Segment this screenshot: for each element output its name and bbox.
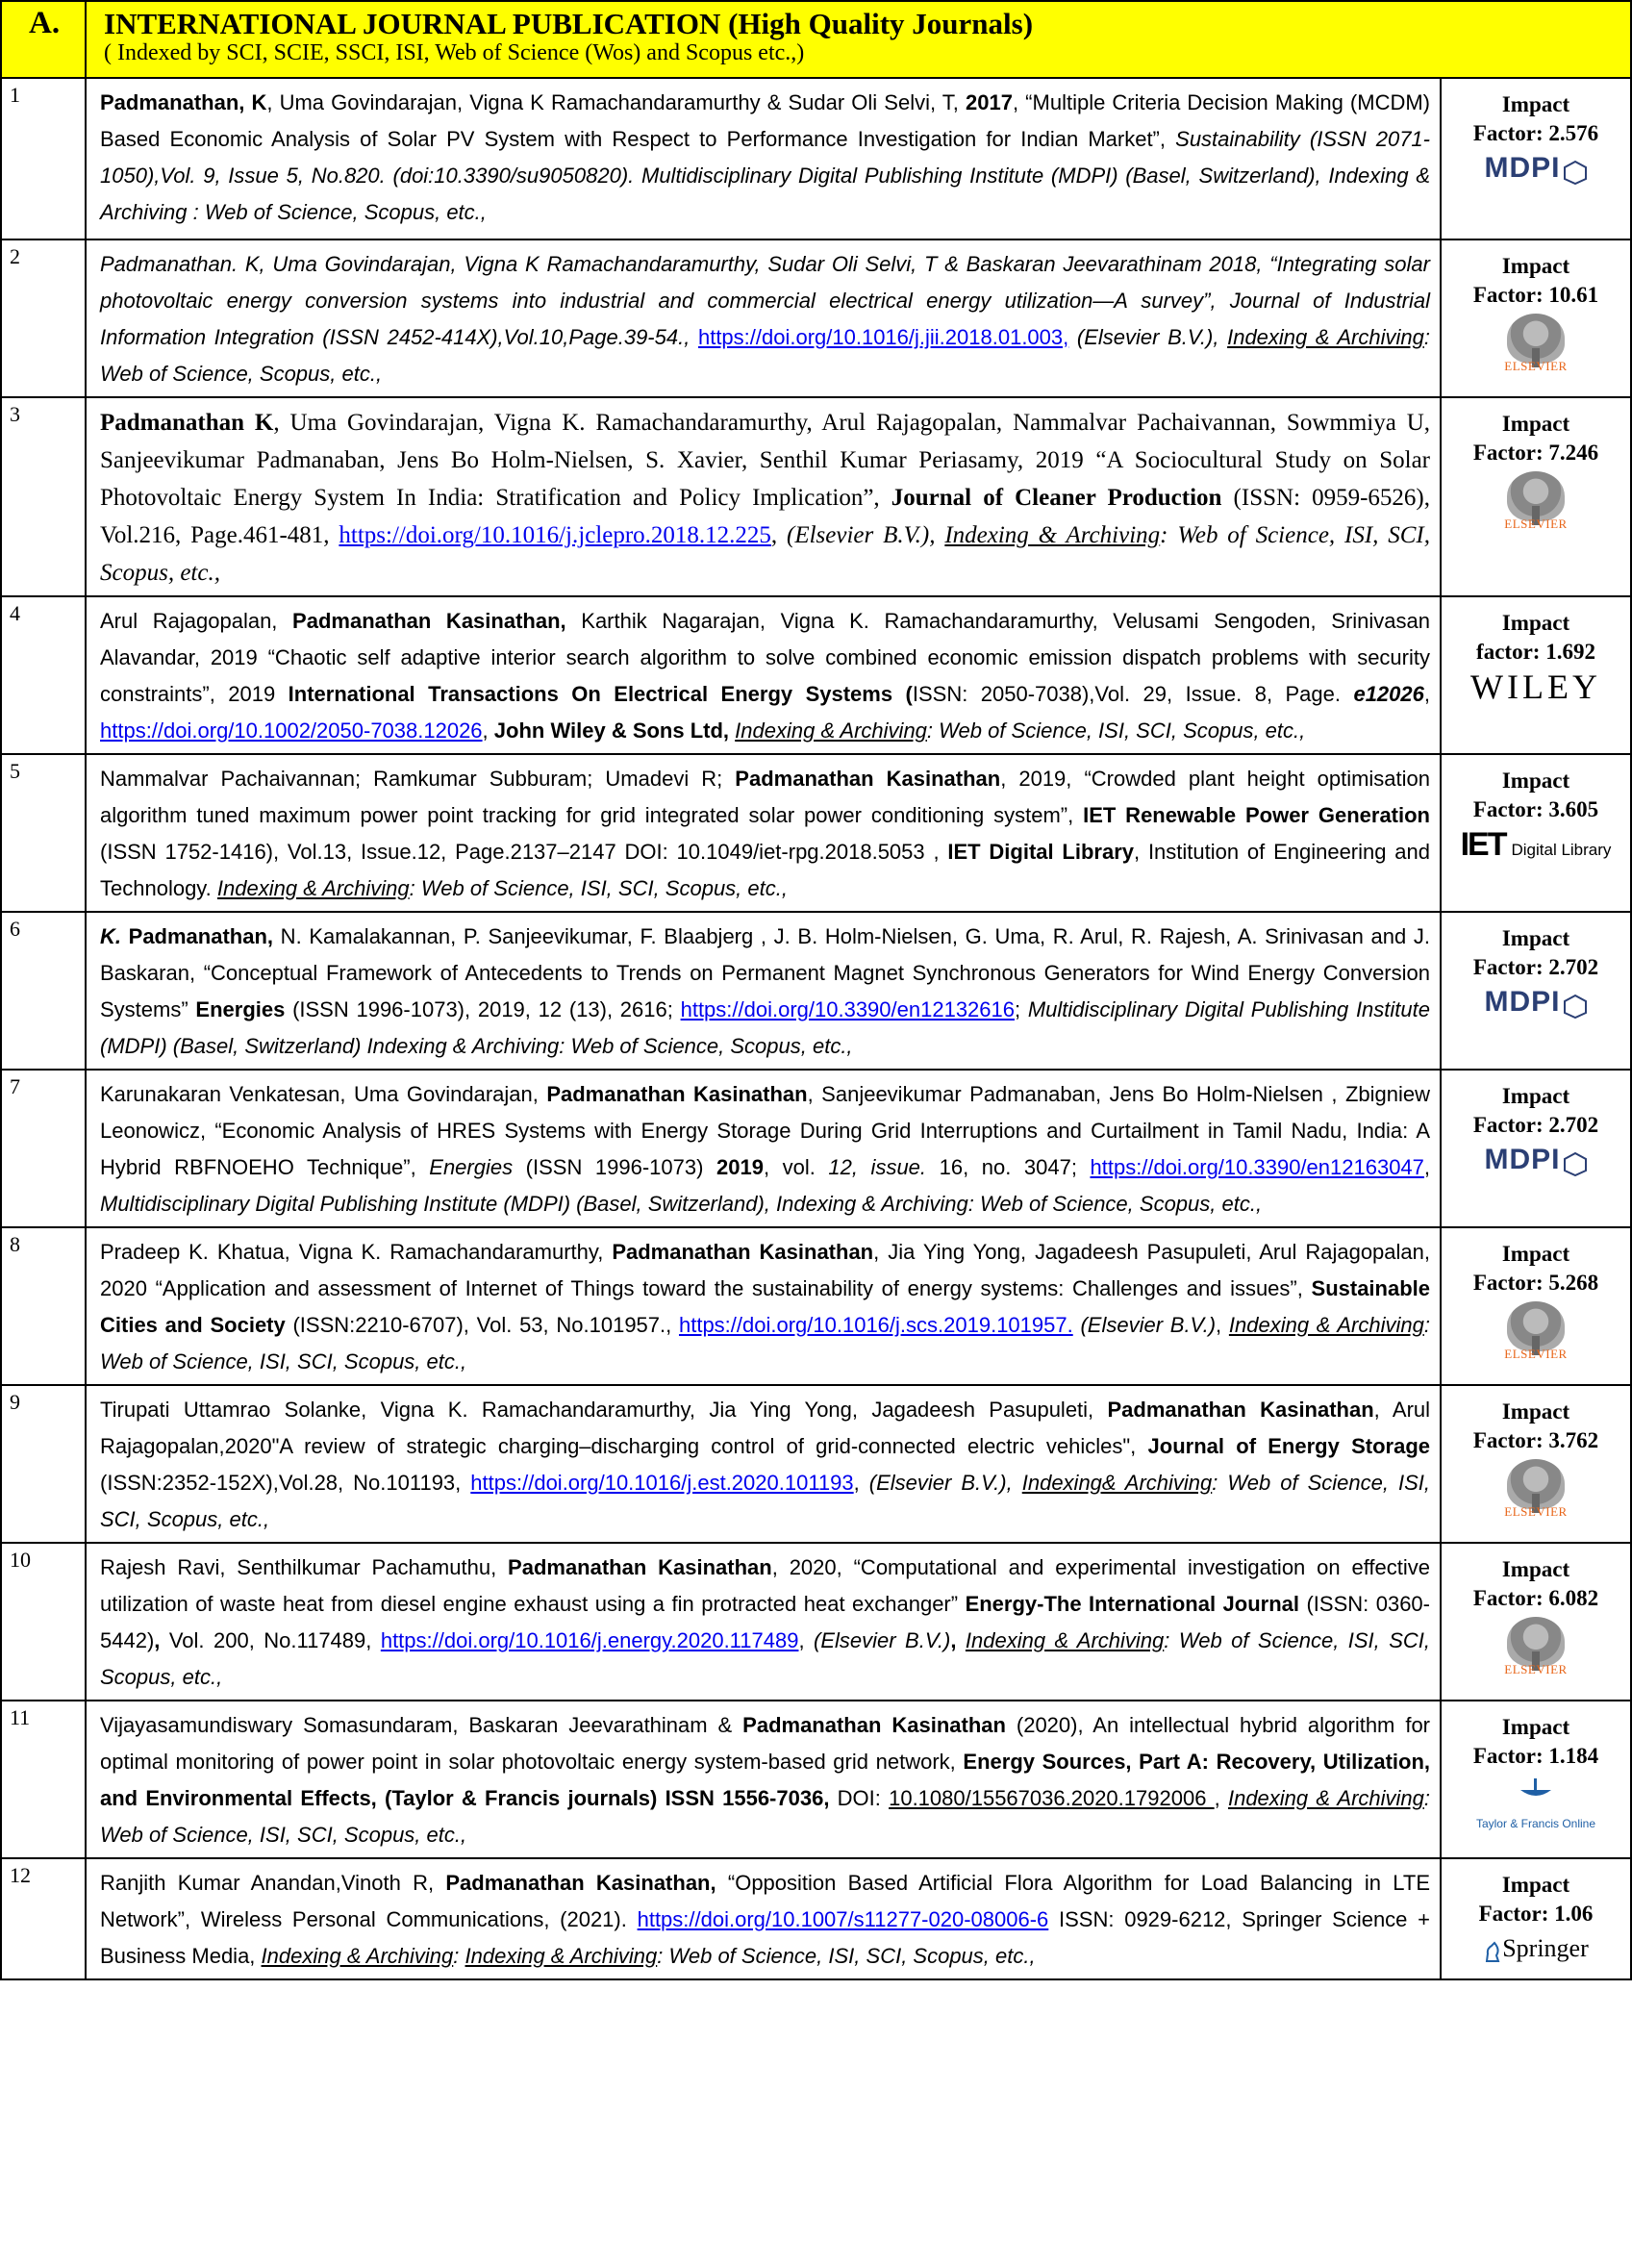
row-number: 9	[1, 1385, 86, 1543]
citation-segment: (ISSN: 0959-6526), Vol.216, Page.461-481,	[100, 485, 1431, 548]
citation-segment: , Uma Govindarajan, Vigna K. Ramachandaramurthy, Arul Rajagopalan, Nammalvar Pachaivannan, Sowmmiya U, Sanjeevikumar Padmanaban, Jens Bo Holm-Nielsen, S. Xavier, Senthil Kumar Periasamy, 2019 “A Sociocultural Study on Solar Photovoltaic Energy System In India: Stratification and Policy Implication”,	[100, 410, 1430, 511]
chess-knight-icon	[1483, 1940, 1502, 1963]
citation-segment: Padmanathan Kasinathan	[508, 1555, 772, 1579]
row-number: 6	[1, 912, 86, 1070]
impact-factor-cell	[1441, 1543, 1631, 1701]
citation-text	[86, 78, 1441, 239]
citation-segment: K.	[100, 924, 121, 948]
mdpi-logo	[1442, 1146, 1630, 1176]
iet-digital-library-logo	[1442, 826, 1630, 865]
impact-label: Impact	[1501, 769, 1570, 793]
elsevier-wordmark: ELSEVIER	[1504, 359, 1568, 373]
citation-segment: ISSN: 2050-7038),Vol. 29, Issue. 8, Page.	[912, 682, 1354, 706]
citation-segment: ,	[950, 1628, 957, 1652]
doi-link[interactable]: https://doi.org/10.1002/2050-7038.12026	[100, 718, 483, 743]
citation-segment: : Web of Science, ISI, SCI, Scopus, etc.,	[100, 1313, 1430, 1373]
citation-segment: , vol.	[763, 1155, 829, 1179]
publication-row	[1, 1858, 1631, 1979]
impact-factor-value: Factor: 1.184	[1472, 1744, 1599, 1768]
citation-segment: Sustainability (ISSN 2071-1050),Vol. 9, Issue 5, No.820. (doi:10.3390/su9050820). Multidisciplinary Digital Publishing Institute (MDPI) (Basel, Switzerland), Indexing & Archiving : Web of Science, Scopus, etc.,	[100, 127, 1430, 224]
citation-segment: ,	[1423, 1155, 1431, 1179]
elsevier-wordmark: ELSEVIER	[1504, 1504, 1568, 1519]
iet-mark: IET	[1460, 826, 1506, 863]
citation-segment: Multidisciplinary Digital Publishing Institute (MDPI) (Basel, Switzerland) Indexing & Archiving: Web of Science, Scopus, etc.,	[100, 997, 1430, 1058]
section-title-cell	[86, 1, 1631, 78]
impact-label: Impact	[1501, 1242, 1570, 1266]
impact-factor-cell	[1441, 78, 1631, 239]
doi-link[interactable]: https://doi.org/10.1016/j.est.2020.101193	[470, 1471, 854, 1495]
citation-segment: Padmanathan Kasinathan	[735, 767, 1001, 791]
citation-segment: : Web of Science, ISI, SCI, Scopus, etc.,	[100, 1628, 1430, 1689]
citation-segment: ;	[1015, 997, 1028, 1021]
citation-segment: , Sanjeevikumar Padmanaban, Jens Bo Holm-Nielsen , Zbigniew Leonowicz, “Economic Analysis of HRES Systems with Energy Storage During Grid Interruptions and Curtailment in Tamil Nadu, India: A Hybrid RBFNOEHO Technique”,	[100, 1082, 1430, 1179]
citation-segment: (ISSN: 0360-5442)	[100, 1592, 1430, 1652]
citation-segment: Vijayasamundiswary Somasundaram, Baskaran Jeevarathinam &	[100, 1713, 743, 1737]
citation-text	[86, 239, 1441, 397]
citation-segment: : Web of Science, ISI, SCI, Scopus, etc.,	[657, 1944, 1036, 1968]
publication-row	[1, 912, 1631, 1070]
doi-link[interactable]: https://doi.org/10.1016/j.jii.2018.01.003,	[697, 325, 1069, 349]
publication-row	[1, 1701, 1631, 1858]
citation-segment: Sustainable Cities and Society	[100, 1276, 1430, 1337]
citation-segment: Energy Sources, Part A: Recovery, Utilization, and Environmental Effects, (Taylor & Francis journals) ISSN 1556-7036,	[100, 1750, 1431, 1810]
impact-label: Impact	[1501, 1399, 1570, 1424]
impact-factor-cell	[1441, 1070, 1631, 1227]
impact-factor-cell	[1441, 596, 1631, 754]
impact-factor-value: Factor: 2.702	[1472, 1113, 1599, 1137]
section-label: A.	[1, 1, 86, 78]
citation-segment: Padmanathan. K, Uma Govindarajan, Vigna K Ramachandaramurthy, Sudar Oli Selvi, T & Baskaran Jeevarathinam 2018, “Integrating solar photovoltaic energy conversion systems into industrial and commercial electrical energy utilization—A survey”, Journal of Industrial Information Integration (ISSN 2452-414X),Vol.10,Page.39-54.,	[100, 252, 1430, 349]
citation-segment: ,	[154, 1628, 161, 1652]
citation-segment: 12, issue.	[828, 1155, 927, 1179]
citation-segment: ,	[798, 1628, 815, 1652]
citation-segment: ,	[853, 1471, 869, 1495]
citation-segment: Journal of Energy Storage	[1147, 1434, 1431, 1458]
citation-segment: Vol. 200, No.117489,	[160, 1628, 381, 1652]
citation-segment: , Arul Rajagopalan,2020"A review of strategic charging–discharging control of grid-connected electric vehicles",	[100, 1398, 1431, 1458]
ship-icon	[1517, 1777, 1555, 1802]
row-number: 7	[1, 1070, 86, 1227]
citation-segment: John Wiley & Sons Ltd,	[493, 718, 730, 743]
mdpi-logo	[1442, 988, 1630, 1019]
citation-segment: 10.1080/15567036.2020.1792006	[889, 1786, 1215, 1810]
citation-segment: Indexing & Archiving	[735, 718, 927, 743]
citation-text	[86, 754, 1441, 912]
citation-segment: Indexing & Archiving	[965, 1628, 1165, 1652]
citation-segment: (Elsevier B.V.),	[868, 1471, 1022, 1495]
citation-segment: Energies	[195, 997, 286, 1021]
citation-segment: Nammalvar Pachaivannan; Ramkumar Subburam; Umadevi R;	[100, 767, 736, 791]
row-number: 2	[1, 239, 86, 397]
impact-factor-cell	[1441, 1227, 1631, 1385]
mdpi-mark-icon	[1563, 994, 1588, 1019]
citation-segment: (Elsevier B.V.)	[814, 1628, 951, 1652]
row-number: 8	[1, 1227, 86, 1385]
citation-segment: IET Digital Library	[947, 840, 1135, 864]
impact-factor-cell	[1441, 912, 1631, 1070]
iet-wordmark: Digital Library	[1511, 841, 1612, 859]
publication-row	[1, 239, 1631, 397]
taylor-francis-logo	[1442, 1777, 1630, 1838]
wiley-logo	[1442, 668, 1630, 706]
citation-segment: (ISSN 1996-1073), 2019, 12 (13), 2616;	[285, 997, 681, 1021]
citation-segment: Indexing & Archiving	[1228, 1313, 1424, 1337]
elsevier-wordmark: ELSEVIER	[1504, 517, 1568, 531]
citation-segment: 16, no. 3047;	[926, 1155, 1091, 1179]
impact-label: Impact	[1501, 611, 1570, 635]
citation-segment: Indexing & Archiving	[1227, 325, 1424, 349]
mdpi-wordmark: MDPI	[1484, 152, 1561, 184]
citation-text	[86, 1227, 1441, 1385]
impact-factor-value: Factor: 7.246	[1472, 441, 1599, 465]
citation-segment: Journal of Cleaner Production	[891, 485, 1222, 511]
citation-segment	[956, 1628, 965, 1652]
publication-row	[1, 397, 1631, 596]
citation-segment: ,	[482, 718, 494, 743]
impact-factor-cell	[1441, 1385, 1631, 1543]
doi-link[interactable]: https://doi.org/10.3390/en12132616	[680, 997, 1015, 1021]
mdpi-logo	[1442, 154, 1630, 185]
citation-segment: Padmanathan, K	[100, 90, 267, 114]
impact-factor-value: Factor: 10.61	[1472, 283, 1599, 307]
impact-label: Impact	[1501, 412, 1570, 436]
elsevier-wordmark: ELSEVIER	[1504, 1347, 1568, 1361]
springer-logo	[1442, 1934, 1630, 1964]
citation-segment: N. Kamalakannan, P. Sanjeevikumar, F. Blaabjerg , J. B. Holm-Nielsen, G. Uma, R. Arul, R. Rajesh, A. Srinivasan and J. Baskaran, “Conceptual Framework of Antecedents to Trends on Permanent Magnet Synchronous Generators for Wind Energy Conversion Systems”	[100, 924, 1430, 1021]
doi-link[interactable]: https://doi.org/10.1016/j.energy.2020.117489	[380, 1628, 799, 1652]
citation-segment: IET Renewable Power Generation	[1083, 803, 1430, 827]
publication-row	[1, 78, 1631, 239]
citation-segment: Arul Rajagopalan,	[100, 609, 293, 633]
citation-segment: Multidisciplinary Digital Publishing Institute (MDPI) (Basel, Switzerland), Indexing & Archiving: Web of Science, Scopus, etc.,	[100, 1192, 1263, 1216]
citation-segment: 2017	[966, 90, 1013, 114]
citation-text	[86, 1070, 1441, 1227]
citation-segment: (ISSN:2210-6707), Vol. 53, No.101957.,	[285, 1313, 679, 1337]
publication-row	[1, 1385, 1631, 1543]
elsevier-logo	[1499, 1617, 1572, 1684]
citation-segment: : Web of Science, ISI, SCI, Scopus, etc.,	[100, 1786, 1431, 1847]
tf-wordmark: Taylor & Francis Online	[1475, 1817, 1596, 1830]
impact-label: Impact	[1501, 92, 1570, 116]
citation-segment: (Elsevier B.V.),	[787, 522, 945, 548]
citation-segment: Padmanathan K	[100, 410, 274, 436]
citation-text	[86, 596, 1441, 754]
citation-segment: Karthik Nagarajan, Vigna K. Ramachandaramurthy, Velusami Sengoden, Srinivasan Alavandar, 2019 “Chaotic self adaptive interior search algorithm to solve combined economic emission dispatch problems with security constraints”, 2019	[100, 609, 1430, 706]
impact-label: Impact	[1501, 1715, 1570, 1739]
citation-segment: Ranjith Kumar Anandan,Vinoth R,	[100, 1871, 446, 1895]
impact-factor-value: Factor: 6.082	[1472, 1586, 1599, 1610]
citation-text	[86, 1543, 1441, 1701]
citation-segment: , “Multiple Criteria Decision Making (MCDM) Based Economic Analysis of Solar PV System with Respect to Performance Investigation for Indian Market”,	[100, 90, 1430, 151]
mdpi-wordmark: MDPI	[1484, 986, 1561, 1018]
citation-text	[86, 1858, 1441, 1979]
citation-segment: : Web of Science, ISI, SCI, Scopus, etc.,	[409, 876, 788, 900]
citation-text	[86, 1385, 1441, 1543]
row-number: 12	[1, 1858, 86, 1979]
publication-row	[1, 1070, 1631, 1227]
citation-segment: (2020), An intellectual hybrid algorithm for optimal monitoring of power point in solar photovoltaic energy system-based grid network,	[100, 1713, 1431, 1774]
impact-factor-cell	[1441, 1701, 1631, 1858]
citation-segment: Rajesh Ravi, Senthilkumar Pachamuthu,	[100, 1555, 509, 1579]
citation-segment: Indexing & Archiving	[464, 1944, 658, 1968]
citation-segment: DOI:	[829, 1786, 890, 1810]
impact-factor-value: Factor: 2.576	[1472, 121, 1599, 145]
citation-segment: : Web of Science, ISI, SCI, Scopus, etc.,	[100, 1471, 1430, 1531]
impact-label: Impact	[1501, 1873, 1570, 1897]
impact-factor-cell	[1441, 239, 1631, 397]
elsevier-wordmark: ELSEVIER	[1504, 1662, 1568, 1676]
citation-segment: Padmanathan,	[121, 924, 274, 948]
impact-factor-cell	[1441, 754, 1631, 912]
row-number: 10	[1, 1543, 86, 1701]
citation-segment: Indexing& Archiving	[1021, 1471, 1213, 1495]
citation-segment: Padmanathan Kasinathan	[1107, 1398, 1374, 1422]
doi-link[interactable]: https://doi.org/10.1016/j.scs.2019.101957.	[678, 1313, 1073, 1337]
row-number: 5	[1, 754, 86, 912]
citation-segment: (Elsevier B.V.)	[1080, 1313, 1217, 1337]
impact-label: Impact	[1501, 1557, 1570, 1581]
citation-segment: Padmanathan Kasinathan,	[445, 1871, 716, 1895]
citation-segment: ,	[1423, 682, 1430, 706]
citation-segment: , 2020, “Computational and experimental investigation on effective utilization of waste heat from diesel engine exhaust using a fin protracted heat exchanger”	[100, 1555, 1430, 1616]
citation-segment: ,	[770, 522, 788, 548]
mdpi-mark-icon	[1563, 1151, 1588, 1176]
impact-factor-value: Factor: 1.06	[1478, 1902, 1594, 1926]
citation-segment: (ISSN:2352-152X),Vol.28, No.101193,	[100, 1471, 471, 1495]
elsevier-logo	[1499, 1301, 1572, 1369]
row-number: 3	[1, 397, 86, 596]
citation-segment: Indexing & Archiving	[216, 876, 410, 900]
citation-segment: Karunakaran Venkatesan, Uma Govindarajan,	[100, 1082, 547, 1106]
section-title: INTERNATIONAL JOURNAL PUBLICATION (High Quality Journals)	[104, 7, 1034, 40]
citation-segment: : Web of Science, Scopus, etc.,	[100, 325, 1430, 386]
citation-segment: :	[453, 1944, 465, 1968]
citation-text	[86, 1701, 1441, 1858]
impact-factor-value: factor: 1.692	[1476, 640, 1595, 664]
citation-segment: International Transactions On Electrical Energy Systems (	[288, 682, 913, 706]
row-number: 1	[1, 78, 86, 239]
citation-segment: Indexing & Archiving	[944, 522, 1161, 548]
citation-segment: ,	[1214, 1786, 1228, 1810]
publication-row	[1, 596, 1631, 754]
citation-segment: Indexing & Archiving	[1227, 1786, 1424, 1810]
impact-label: Impact	[1501, 254, 1570, 278]
citation-segment: 2019	[716, 1155, 764, 1179]
citation-segment: ,	[1216, 1313, 1229, 1337]
elsevier-logo	[1499, 314, 1572, 381]
citation-segment: Indexing & Archiving	[261, 1944, 454, 1968]
citation-segment: , Jia Ying Yong, Jagadeesh Pasupuleti, Arul Rajagopalan, 2020 “Application and assessment of Internet of Things toward the sustainability of energy systems: Challenges and issues”,	[100, 1240, 1430, 1300]
doi-link[interactable]: https://doi.org/10.3390/en12163047	[1090, 1155, 1424, 1179]
impact-factor-value: Factor: 5.268	[1472, 1271, 1599, 1295]
impact-factor-cell	[1441, 1858, 1631, 1979]
publication-row	[1, 1227, 1631, 1385]
citation-segment: , Uma Govindarajan, Vigna K Ramachandaramurthy & Sudar Oli Selvi, T,	[266, 90, 967, 114]
citation-text	[86, 397, 1441, 596]
elsevier-logo	[1499, 471, 1572, 539]
citation-segment: , 2019, “Crowded plant height optimisation algorithm tuned maximum power point tracking for grid integrated solar power conditioning system”,	[100, 767, 1430, 827]
impact-factor-cell	[1441, 397, 1631, 596]
publication-row	[1, 754, 1631, 912]
citation-segment: (ISSN 1996-1073)	[513, 1155, 716, 1179]
row-number: 4	[1, 596, 86, 754]
impact-label: Impact	[1501, 1084, 1570, 1108]
citation-segment: : Web of Science, ISI, SCI, Scopus, etc.,	[926, 718, 1306, 743]
impact-factor-value: Factor: 3.605	[1472, 797, 1599, 821]
citation-segment: Pradeep K. Khatua, Vigna K. Ramachandaramurthy,	[100, 1240, 613, 1264]
citation-segment: Padmanathan Kasinathan,	[292, 609, 566, 633]
citation-segment: e12026	[1353, 682, 1424, 706]
impact-label: Impact	[1501, 926, 1570, 950]
wiley-wordmark: WILEY	[1470, 668, 1601, 706]
section-header-row	[1, 1, 1631, 78]
springer-wordmark: Springer	[1502, 1934, 1589, 1962]
publication-row	[1, 1543, 1631, 1701]
citation-segment: Padmanathan Kasinathan	[612, 1240, 874, 1264]
citation-segment: Energies	[429, 1155, 514, 1179]
doi-link[interactable]: https://doi.org/10.1016/j.jclepro.2018.12.225	[339, 522, 771, 548]
citation-segment: “Opposition Based Artificial Flora Algorithm for Load Balancing in LTE Network”, Wireless Personal Communications, (2021).	[100, 1871, 1430, 1931]
citation-segment: ISSN: 0929-6212, Springer Science + Business Media,	[100, 1907, 1430, 1968]
citation-segment: Padmanathan Kasinathan	[546, 1082, 808, 1106]
citation-segment: Tirupati Uttamrao Solanke, Vigna K. Ramachandaramurthy, Jia Ying Yong, Jagadeesh Pasupuleti,	[100, 1398, 1108, 1422]
doi-link[interactable]: https://doi.org/10.1007/s11277-020-08006-6	[637, 1907, 1049, 1931]
citation-segment: Padmanathan Kasinathan	[742, 1713, 1006, 1737]
impact-factor-value: Factor: 2.702	[1472, 955, 1599, 979]
citation-segment: : Web of Science, ISI, SCI, Scopus, etc.,	[100, 522, 1430, 586]
citation-segment: Energy-The International Journal	[965, 1592, 1299, 1616]
section-subtitle: ( Indexed by SCI, SCIE, SSCI, ISI, Web of Science (Wos) and Scopus etc.,)	[104, 40, 805, 65]
row-number: 11	[1, 1701, 86, 1858]
mdpi-mark-icon	[1563, 160, 1588, 185]
impact-factor-value: Factor: 3.762	[1472, 1428, 1599, 1452]
citation-segment: (Elsevier B.V.),	[1068, 325, 1228, 349]
citation-segment: , Institution of Engineering and Technology.	[100, 840, 1431, 900]
citation-text	[86, 912, 1441, 1070]
mdpi-wordmark: MDPI	[1484, 1144, 1561, 1175]
citation-segment: (ISSN 1752-1416), Vol.13, Issue.12, Page.2137–2147 DOI: 10.1049/iet-rpg.2018.5053 ,	[100, 840, 948, 864]
elsevier-logo	[1499, 1459, 1572, 1526]
